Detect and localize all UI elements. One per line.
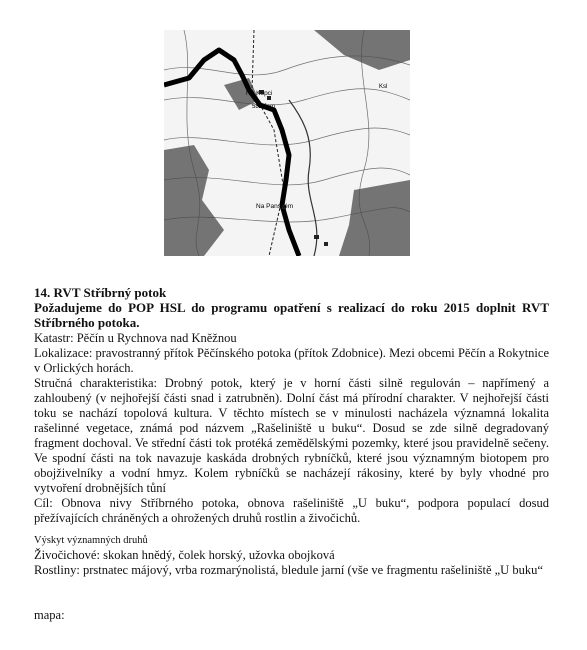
- map-label-ksl: Ksl: [379, 84, 388, 90]
- occurrence-title: Výskyt významných druhů: [34, 535, 148, 546]
- goal-paragraph: Cíl: Obnova nivy Stříbrného potoka, obnova rašeliniště „U buku“, podpora populací dosud přežívajících chráněných a ohrožených druhů rostlin a živočichů.: [34, 496, 549, 525]
- map-label-na-kopci: Na Kopci: [246, 90, 273, 97]
- section-body: [34, 331, 549, 526]
- map-label-na-panskem: Na Panském: [256, 203, 294, 210]
- plants-line: Rostliny: prstnatec májový, vrba rozmarýnolistá, bledule jarní (vše ve fragmentu rašeliniště „U buku“: [34, 563, 543, 577]
- section-heading: 14. RVT Stříbrný potok: [34, 285, 167, 300]
- cadastre-line: Katastr: Pěčín u Rychnova nad Kněžnou: [34, 331, 237, 345]
- topographic-map: [164, 30, 410, 256]
- characteristics-paragraph: Stručná charakteristika: Drobný potok, který je v horní části silně regulován – napřímený a zahloubený (v nejhořejší části snad i zatrubněn). Dolní část má přírodní charakter. V nejhořejší části toku se nachází topolová kultura. V těchto místech se v minulosti nacházela významná lokalita rašelinné vegetace, známá pod názvem „Rašeliniště u buku“. Dosud se zde silně degradovaný fragment dochoval. Ve střední části tok protéká zemědělskými pozemky, které jsou pravidelně sečeny. Ve spodní části na tok navazuje kaskáda drobných rybníčků, které jsou významným biotopem pro obojživelníky a vodní hmyz. Kolem rybníčků se nacházejí rákosiny, které by byly vhodné pro vytvoření drobnějších tůní: [34, 376, 549, 495]
- map-label-elevation: 582 Jam: [252, 104, 276, 110]
- occurrence-section: [34, 533, 549, 578]
- animals-line: Živočichové: skokan hnědý, čolek horský, užovka obojková: [34, 548, 335, 562]
- section-lead: Požadujeme do POP HSL do programu opatření s realizací do roku 2015 doplnit RVT Stříbrného potoka.: [34, 300, 549, 330]
- mapa-label: mapa:: [34, 608, 65, 622]
- localization-line: Lokalizace: pravostranný přítok Pěčínského potoka (přítok Zdobnice). Mezi obcemi Pěčín a Rokytnice v Orlických horách.: [34, 346, 549, 375]
